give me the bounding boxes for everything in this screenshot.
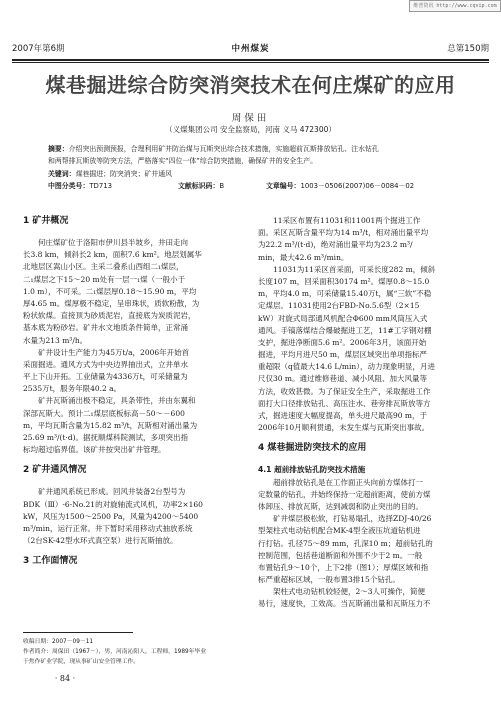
paragraph-line: 1.0 m），不可采。二₁煤层厚0.18～15.90 m，平均 (23, 286, 197, 296)
doc-code-label: 文献标识码： (178, 182, 220, 191)
section-2-heading: 2 矿井通风情况 (23, 465, 87, 476)
paragraph-line: kW）对旋式局部通风机配合Φ600 mm风筒压入式 (258, 313, 428, 323)
right-column (258, 208, 483, 611)
paragraph-line: 平上下山开拓。工业储量为4336万t，可采储量为 (23, 372, 188, 382)
paragraph-line: 行打钻。孔径75～89 mm，孔深10 m；超前钻孔的 (258, 538, 433, 548)
author-bio: 作者简介：周保田（1967－），男，河南沁阳人，工程师，1989年毕业 (23, 649, 207, 655)
paragraph-line: kW，风压为1500～2500 Pa，风量为4200～5400 (23, 511, 199, 521)
paragraph-line: 面。采区瓦斯含量平均为14 m³/t，相对涌出量平均 (258, 228, 429, 238)
abstract-label: 摘要： (48, 145, 69, 153)
paragraph-line: 通风。手镐落煤结合爆破掘进工艺，11#工字钢对棚 (258, 325, 432, 335)
paragraph-line: 厚4.65 m。煤厚极不稳定，呈串珠状，质软粉散，为 (23, 298, 200, 308)
paragraph-line: m，平均4.0 m，可采储量15.40万t，属“三软”不稳 (258, 289, 432, 299)
paragraph-line: 采面掘进。通风方式为中央边界抽出式，立井单水 (23, 359, 188, 369)
paragraph-line: 方法，收效甚微。为了保证安全生产，采取掘进工作 (258, 386, 431, 396)
watermark-stamp: 维普资讯 http://www.cqvip.com (409, 0, 501, 12)
paragraph-line: 定数量的钻孔，并始终保持一定超前距离，使前方煤 (258, 489, 431, 499)
page-number: · 84 · (54, 674, 76, 683)
section-3-heading: 3 工作面情况 (23, 556, 78, 567)
journal-name: 中州煤炭 (231, 44, 270, 54)
paragraph-line: 11采区布置有11031和11001两个掘进工作 (273, 216, 421, 225)
left-column (23, 208, 248, 575)
running-head (12, 42, 489, 56)
paragraph-line: 何庄煤矿位于洛阳市伊川县半坡乡，井田走向 (38, 238, 188, 247)
paragraph-line: 尺仅30 m。通过维修巷道、减小风阻、加大风量等 (258, 374, 428, 384)
paragraph-line: 型架柱式电动钻机配合MK-4型全液压坑道钻机进 (258, 526, 421, 536)
paragraph-line: 2535万t，服务年限40.2 a。 (23, 384, 122, 394)
paragraph-line: m³/min，运行正常。井下暂时采用移动式抽放系统 (23, 523, 193, 533)
paragraph-line: 超前排放钻孔是在工作面正头向前方煤体打一 (273, 477, 423, 487)
abstract-block (48, 143, 458, 193)
keywords-label: 关键词： (48, 169, 76, 178)
keywords-text: 煤巷掘进；防突消突；矿井通风 (75, 169, 173, 178)
article-no-cell (266, 180, 414, 192)
paragraph-line: 标均超过临界值。该矿井按突出矿井管理。 (23, 445, 166, 455)
abstract-text: 介绍突出预测预报，合理利用矿井防治煤与瓦斯突出综合技术措施，实施超前瓦斯排放钻孔、注水钻孔 (68, 145, 379, 153)
paragraph-line: 面打大口径排放钻孔、高压注水、巷旁排瓦斯放等方 (258, 398, 431, 408)
paragraph-line: 掘进，平均月进尺50 m，煤层区域突出单项指标严 (258, 350, 428, 360)
total-issue-label: 总第150期 (447, 44, 489, 54)
paragraph-line: 长度107 m，回采面积30174 m²。煤厚0.8～15.0 (258, 276, 430, 286)
abstract-text: 和两帮排瓦斯放等防突方法，严格落实“四位一体”综合防突措施，确保矿井的安全生产。 (48, 157, 317, 166)
paragraph-line: min，最大42.6 m³/min。 (258, 252, 349, 262)
paragraph-line: 式，掘进速度大幅度提高，单头进尺最高90 m，于 (258, 411, 428, 420)
footnote-rule (23, 632, 133, 633)
paragraph-line: 粉状软煤。直接顶为砂质泥岩，直接底为炭质泥岩， (23, 311, 196, 321)
keywords-line (48, 168, 458, 180)
paragraph-line: 矿井瓦斯涌出极不稳定，具条带性，并由东翼和 (38, 396, 196, 406)
clc-value: TD713 (89, 182, 113, 191)
paragraph-line: 为22.2 m³/(t·d)，绝对涌出量平均为23.2 m³/ (258, 240, 413, 250)
article-no-label: 文章编号： (266, 182, 301, 191)
doc-code-cell (178, 180, 224, 192)
paragraph-line: 长3.8 km，倾斜长2 km，面积7.6 km²。地层划属华 (23, 250, 202, 260)
paragraph-line: 2006年10月顺利贯通，未发生煤与瓦斯突出事故。 (258, 423, 430, 433)
doc-code-value: B (219, 182, 225, 191)
paragraph-line: 25.69 m³/(t·d)。据抚顺煤科院测试，多项突出指 (23, 433, 189, 442)
section-4-heading: 4 煤巷掘进防突技术的应用 (258, 443, 367, 454)
author-bio: 于焦作矿业学院，现从事矿山安全管理工作。 (23, 659, 139, 665)
paragraph-line: （2台SK-42型水环式真空泵）进行瓦斯抽放。 (23, 536, 178, 546)
abstract-line (48, 155, 458, 167)
abstract-line (48, 143, 458, 155)
paragraph-line: 基本底为粉砂岩。矿井水文地质条件简单，正常涌 (23, 323, 188, 333)
paragraph-line: 深部瓦斯大。预计二₁煤层底板标高－50～－600 (23, 408, 185, 418)
paragraph-line: 体卸压、排放瓦斯，达到减弱和防止突出的目的。 (258, 501, 423, 511)
article-title: 煤巷掘进综合防突消突技术在何庄煤矿的应用 (45, 73, 456, 97)
paragraph-line: 标严重超标区域，一般布置3排15个钻孔。 (258, 575, 400, 585)
paragraph-line: 重超限（q值最大14.6 L/min），动力现象明显，月进 (258, 362, 435, 372)
paragraph-line: 易行，速度快，工效高。当瓦斯涌出量和瓦斯压力不 (258, 599, 431, 609)
classification-row (48, 180, 458, 192)
clc-cell (48, 180, 112, 192)
paragraph-line: 二₁煤层之下15～20 m处有一层一₁煤（一般小于 (23, 274, 186, 284)
footnotes (23, 637, 248, 667)
issue-label: 2007年第6期 (12, 44, 65, 54)
paragraph-line: 支护，掘进净断面5.6 m²。2006年3月，该面开始 (258, 337, 427, 347)
clc-label: 中图分类号： (48, 182, 90, 191)
paragraph-line: m，平均瓦斯含量为15.82 m³/t，瓦斯相对涌出量为 (23, 420, 198, 430)
paragraph-line: 矿井煤层极松软，打钻易塌孔，选择ZDJ-40/26 (273, 514, 432, 524)
section-1-heading: 1 矿井概况 (23, 216, 69, 226)
author-name: 周保田 (231, 113, 270, 124)
paragraph-line: 架柱式电动钻机较轻便，2～3人可操作，简便 (273, 587, 426, 597)
paragraph-line: 水量为213 m³/h。 (23, 335, 88, 345)
section-4-1-heading: 4.1 超前排放钻孔防突技术措施 (258, 465, 366, 475)
header-rule-thin (12, 62, 489, 63)
received-date: 收稿日期：2007－09－11 (23, 639, 94, 645)
paragraph-line: 布置钻孔9～10个，上下2排（图1）；厚煤区域和指 (258, 562, 429, 572)
article-no-value: 1003－0506(2007)06－0084－02 (300, 182, 415, 191)
paragraph-line: 北地层区嵩山小区。主采二叠系山西组二₁煤层， (23, 262, 184, 272)
author-affiliation: （义煤集团公司 安全监察局，河南 义马 472300） (165, 125, 336, 134)
paragraph-line: 控制范围，包括巷道断面和外围不少于2 m。一般 (258, 550, 423, 560)
paragraph-line: 定煤层。11031使用2台FBD-No.5.6型（2×15 (258, 301, 420, 311)
paragraph-line: 矿井通风系统已形成。回风井装备2台型号为 (38, 487, 186, 497)
paragraph-line: 矿井设计生产能力为45万t/a，2006年开始首 (38, 347, 190, 357)
paragraph-line: BDK（Ⅲ）-6-No.21的对旋轴流式风机，功率2×160 (23, 499, 203, 509)
header-rule-thick (12, 59, 489, 61)
paragraph-line: 11031为11采区首采面，可采长度282 m，倾斜 (273, 264, 436, 274)
